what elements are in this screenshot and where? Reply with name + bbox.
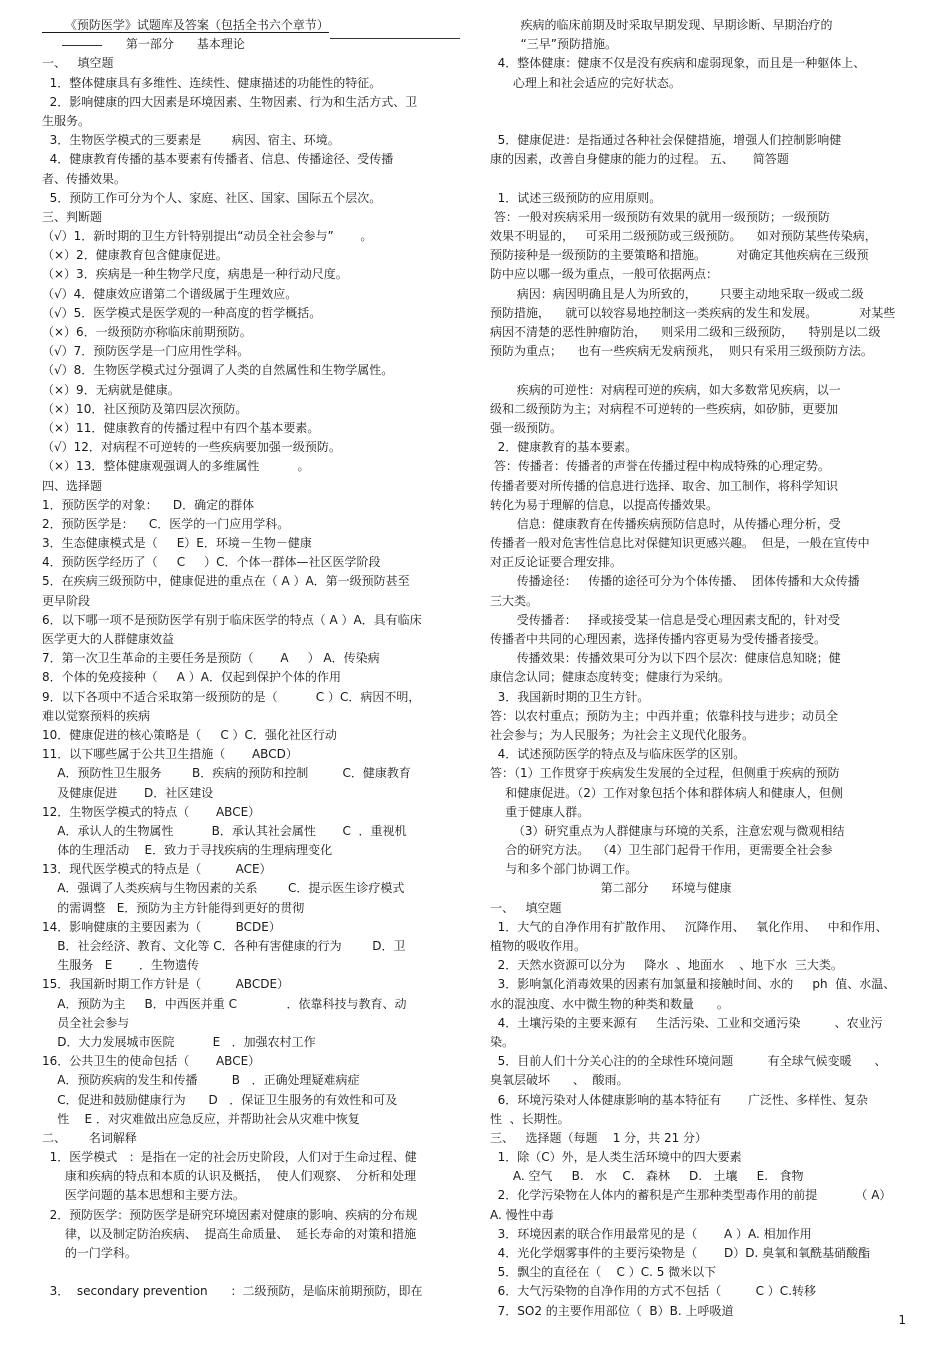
left-line-30: 5．在疾病三级预防中，健康促进的重点在（ A ）A．第一级预防甚至 — [42, 574, 410, 589]
left-line-39: 11．以下哪些属于公共卫生措施（ ABCD） — [42, 747, 298, 762]
right-line-41: 和健康促进。（2）工作对象包括个体和群体病人和健康人，但侧 — [490, 785, 843, 800]
left-line-38: 10．健康促进的核心策略是（ C ）C．强化社区行动 — [42, 727, 337, 742]
left-line-65: 的一门学科。 — [42, 1246, 137, 1260]
right-line-37: 答：以农村重点；预防为主；中西并重；依靠科技与进步；动员全 — [490, 708, 839, 723]
right-line-18: 预防为重点； 也有一些疾病无发病预兆， 则只有采用三级预防方法。 — [490, 344, 873, 359]
right-line-35: 康信念认同；健康态度转变；健康行为采纳。 — [490, 670, 731, 685]
left-line-24: （×）13．整体健康观强调人的多维属性 。 — [42, 459, 310, 474]
right-line-40: 答：（1）工作贯穿于疾病发生发展的全过程，但侧重于疾病的预防 — [490, 766, 840, 781]
left-line-55: 16．公共卫生的使命包括（ ABCE） — [42, 1054, 261, 1069]
right-line-60: 1．除（C）外，是人类生活环境中的四大要素 — [490, 1150, 742, 1165]
left-line-6: 生服务。 — [42, 113, 91, 128]
right-line-57: 6．环境污染对人体健康影响的基本特征有 广泛性、多样性、复杂 — [490, 1092, 868, 1107]
right-line-4: 心理上和社会适应的完好状态。 — [490, 75, 681, 90]
left-line-10: 5．预防工作可分为个人、家庭、社区、国家、国际五个层次。 — [42, 190, 382, 205]
left-line-35: 8．个体的免疫接种（ A ）A．仅起到保护个体的作用 — [42, 670, 341, 685]
left-line-63: 2．预防医学：预防医学是研究环境因素对健康的影响、疾病的分布规 — [42, 1207, 418, 1222]
right-line-22: 强一级预防。 — [490, 420, 563, 435]
left-line-32: 6．以下哪一项不是预防医学有别于临床医学的特点（ A ）A．具有临床 — [42, 612, 422, 627]
right-line-3: 4．整体健康：健康不仅是没有疾病和虚弱现象，而且是一种躯体上、 — [490, 56, 866, 71]
left-line-4: 1．整体健康具有多维性、连续性、健康描述的功能性的特征。 — [42, 75, 382, 90]
left-line-16: （√）5．医学模式是医学观的一种高度的哲学概括。 — [42, 305, 322, 320]
right-line-33: 传播者中共同的心理因素，选择传播内容更易为受传播者接受。 — [490, 632, 827, 646]
right-line-55: 5．目前人们十分关心注的的全球性环境问题 有全球气候变暖 、 — [490, 1054, 887, 1069]
left-line-21: （×）10．社区预防及第四层次预防。 — [42, 401, 248, 416]
left-line-61: 康和疾病的特点和本质的认识及概括， 使人们观察、 分析和处理 — [42, 1169, 417, 1184]
left-line-31: 更早阶段 — [42, 593, 91, 608]
right-line-58: 性 、长期性。 — [490, 1111, 570, 1126]
right-line-11: 答：一般对疾病采用一级预防有效果的就用一级预防；一级预防 — [490, 209, 830, 224]
left-line-41: 及健康促进 D．社区建设 — [42, 785, 214, 800]
left-line-2: 第一部分 基本理论 — [42, 37, 245, 52]
right-line-51: 3．影响氯化消毒效果的因素有加氯量和接触时间、水的 ph 值、水温、 — [490, 977, 896, 992]
left-line-29: 4．预防医学经历了（ C ）C．个体一群体—社区医学阶段 — [42, 555, 381, 570]
right-line-48: 1．大气的自净作用有扩散作用、 沉降作用、 氧化作用、 中和作用、 — [490, 919, 888, 934]
right-line-49: 植物的吸收作用。 — [490, 939, 587, 953]
left-line-17: （×）6．一级预防亦称临床前期预防。 — [42, 325, 252, 339]
right-line-19 — [490, 361, 908, 380]
left-line-12: （√）1．新时期的卫生方针特别提出“动员全社会参与” 。 — [42, 229, 373, 244]
left-line-36: 9．以下各项中不适合采取第一级预防的是（ C ）C．病因不明， — [42, 689, 421, 704]
left-line-15: （√）4．健康效应谱第二个谱级属于生理效应。 — [42, 286, 298, 301]
right-line-56: 臭氧层破坏 、 酸雨。 — [490, 1073, 629, 1088]
left-line-40: A．预防性卫生服务 B．疾病的预防和控制 C．健康教育 — [42, 766, 411, 781]
left-line-54: D．大力发展城市医院 E ．加强农村工作 — [42, 1034, 316, 1049]
left-line-26: 1．预防医学的对象： D．确定的群体 — [42, 497, 255, 512]
right-line-54: 染。 — [490, 1034, 515, 1049]
right-line-65: 4．光化学烟雾事件的主要污染物是（ D）D. 臭氧和氧酰基硝酸酯 — [490, 1246, 871, 1260]
right-line-1: 疾病的临床前期及时采取早期发现、早期诊断、早期治疗的 — [490, 18, 833, 32]
left-line-52: A．预防为主 B．中西医并重 C ．依靠科技与教育、动 — [42, 996, 407, 1011]
right-line-10: 1．试述三级预防的应用原则。 — [490, 190, 662, 205]
right-line-50: 2．天然水资源可以分为 降水 、地面水 、地下水 三大类。 — [490, 958, 843, 973]
right-line-12: 效果不明显的， 可采用二级预防或三级预防。 如对预防某些传染病， — [490, 229, 877, 244]
left-line-34: 7．第一次卫生革命的主要任务是预防（ A ） A．传染病 — [42, 651, 380, 666]
right-line-43: （3）研究重点为人群健康与环境的关系，注意宏观与微观相结 — [490, 823, 845, 838]
right-line-62: 2．化学污染物在人体内的蓄积是产生那种类型毒作用的前提 （ A） — [490, 1188, 892, 1203]
left-line-60: 1．医学模式 ：是指在一定的社会历史阶段，人们对于生命过程、健 — [42, 1150, 417, 1165]
left-line-37: 难以觉察预料的疾病 — [42, 708, 151, 723]
right-line-9 — [490, 170, 908, 189]
left-line-42: 12．生物医学模式的特点（ ABCE） — [42, 804, 261, 819]
right-line-34: 传播效果：传播效果可分为以下四个层次：健康信息知晓；健 — [490, 651, 841, 666]
left-line-7: 3．生物医学模式的三要素是 病因、宿主、环境。 — [42, 133, 340, 148]
right-line-47: 一、 填空题 — [490, 900, 562, 915]
page-number: 1 — [898, 1313, 906, 1327]
left-line-57: C．促进和鼓励健康行为 D ．保证卫生服务的有效性和可及 — [42, 1092, 398, 1107]
right-line-29: 对正反论证要合理安排。 — [490, 555, 623, 570]
left-line-48: 14．影响健康的主要因素为（ BCDE） — [42, 919, 281, 934]
left-line-3: 一、 填空题 — [42, 56, 114, 71]
left-line-11: 三、判断题 — [42, 209, 103, 224]
right-line-63: A. 慢性中毒 — [490, 1207, 554, 1222]
left-line-14: （×）3．疾病是一种生物学尺度，病患是一种行动尺度。 — [42, 267, 348, 282]
right-line-8: 康的因素，改善自身健康的能力的过程。 五、 简答题 — [490, 152, 789, 167]
left-line-43: A．承认人的生物属性 B．承认其社会属性 C ．重视机 — [42, 823, 407, 838]
left-line-5: 2．影响健康的四大因素是环境因素、生物因素、行为和生活方式、卫 — [42, 94, 418, 109]
left-line-23: （√）12．对病程不可逆转的一些疾病要加强一级预防。 — [42, 440, 341, 455]
left-line-62: 医学问题的基本思想和主要方法。 — [42, 1188, 245, 1203]
right-line-36: 3．我国新时期的卫生方针。 — [490, 689, 650, 704]
left-line-66 — [42, 1263, 462, 1282]
left-line-47: 的需调整 E．预防为主方针能得到更好的贯彻 — [42, 900, 305, 915]
right-line-32: 受传播者： 择或接受某一信息是受心理因素支配的，针对受 — [490, 612, 841, 627]
right-line-13: 预防接种是一级预防的主要策略和措施。 对确定其他疾病在三级预 — [490, 248, 869, 263]
right-line-23: 2．健康教育的基本要素。 — [490, 440, 638, 455]
right-line-16: 预防措施， 就可以较容易地控制这一类疾病的发生和发展。 对某些 — [490, 305, 896, 320]
left-column — [42, 16, 462, 1302]
left-line-45: 13．现代医学模式的特点是（ ACE） — [42, 862, 272, 877]
left-line-20: （×）9．无病就是健康。 — [42, 382, 180, 397]
left-line-18: （√）7．预防医学是一门应用性学科。 — [42, 344, 250, 359]
right-line-31: 三大类。 — [490, 593, 539, 608]
right-line-24: 答：传播者：传播者的声誉在传播过程中构成特殊的心理定势。 — [490, 459, 830, 474]
left-line-33: 医学更大的人群健康效益 — [42, 632, 175, 646]
right-line-64: 3．环境因素的联合作用最常见的是（ A ）A. 相加作用 — [490, 1226, 812, 1241]
right-line-6 — [490, 112, 908, 131]
left-line-1: 《预防医学》试题库及答案（包括全书六个章节） — [42, 18, 329, 32]
left-line-13: （×）2．健康教育包含健康促进。 — [42, 248, 228, 263]
right-line-15: 病因：病因明确且是人为所致的， 只要主动地采取一级或二级 — [490, 286, 864, 301]
right-line-14: 防中应以哪一级为重点，一般可依据两点： — [490, 267, 719, 282]
right-line-17: 病因不清楚的恶性肿瘤防治， 则采用二级和三级预防， 特别是以二级 — [490, 325, 881, 339]
right-column — [490, 16, 908, 1321]
right-line-61: A. 空气 B. 水 C. 森林 D. 土壤 E. 食物 — [490, 1169, 804, 1184]
left-line-64: 律，以及制定防治疾病、 提高生命质量、 延长寿命的对策和措施 — [42, 1226, 417, 1241]
right-line-25: 传播者要对所传播的信息进行选择、取舍、加工制作，将科学知识 — [490, 478, 839, 493]
left-line-28: 3．生态健康模式是（ E）E．环境－生物－健康 — [42, 536, 312, 551]
right-line-5 — [490, 93, 908, 112]
right-line-59: 三、 选择题（每题 1 分，共 21 分） — [490, 1130, 708, 1145]
left-line-51: 15．我国新时期工作方针是（ ABCDE） — [42, 977, 290, 992]
right-line-44: 合的研究方法。 （4）卫生部门起骨干作用，更需要全社会参 — [490, 843, 833, 858]
left-line-59: 二、 名词解释 — [42, 1130, 137, 1145]
left-line-19: （√）8．生物医学模式过分强调了人类的自然属性和生物学属性。 — [42, 363, 394, 378]
right-line-38: 社会参与；为人民服务；为社会主义现代化服务。 — [490, 727, 755, 742]
left-line-49: B．社会经济、教育、文化等 C．各种有害健康的行为 D．卫 — [42, 939, 406, 953]
right-line-21: 级和二级预防为主；对病程不可逆转的一些疾病，如矽肺，更要加 — [490, 401, 839, 416]
right-line-53: 4．土壤污染的主要来源有 生活污染、工业和交通污染 、农业污 — [490, 1015, 883, 1030]
right-line-2: “三早”预防措施。 — [490, 37, 617, 52]
right-line-52: 水的混浊度、水中微生物的种类和数量 。 — [490, 996, 729, 1011]
left-line-22: （×）11．健康教育的传播过程中有四个基本要素。 — [42, 420, 320, 435]
right-line-42: 重于健康人群。 — [490, 804, 590, 819]
right-line-26: 转化为易于理解的信息，以提高传播效果。 — [490, 497, 719, 512]
left-line-44: 体的生理活动 E．致力于寻找疾病的生理病理变化 — [42, 843, 333, 858]
left-line-53: 员全社会参与 — [42, 1015, 130, 1030]
left-line-56: A．预防疾病的发生和传播 B ．正确处理疑难病症 — [42, 1073, 360, 1088]
left-line-46: A．强调了人类疾病与生物因素的关系 C．提示医生诊疗模式 — [42, 881, 405, 896]
right-line-67: 6．大气污染物的自净作用的方式不包括（ C ）C.转移 — [490, 1284, 816, 1299]
right-line-66: 5．飘尘的直径在（ C ）C. 5 微米以下 — [490, 1265, 717, 1280]
left-line-8: 4．健康教育传播的基本要素有传播者、信息、传播途径、受传播 — [42, 152, 394, 167]
left-line-9: 者、传播效果。 — [42, 171, 127, 186]
left-line-27: 2．预防医学是： C．医学的一门应用学科。 — [42, 516, 290, 531]
left-line-50: 生服务 E ．生物遗传 — [42, 958, 199, 973]
right-line-45: 与和多个部门协调工作。 — [490, 862, 638, 877]
left-line-67: 3． secondary prevention ：二级预防，是临床前期预防，即在 — [42, 1284, 423, 1299]
right-line-39: 4．试述预防医学的特点及与临床医学的区别。 — [490, 747, 746, 762]
right-line-46: 第二部分 环境与健康 — [490, 881, 732, 896]
left-line-58: 性 E ．对灾难做出应急反应，并帮助社会从灾难中恢复 — [42, 1111, 360, 1126]
right-line-7: 5．健康促进：是指通过各种社会保健措施，增强人们控制影响健 — [490, 133, 842, 148]
right-line-30: 传播途径： 传播的途径可分为个体传播、 团体传播和大众传播 — [490, 574, 860, 589]
right-line-27: 信息：健康教育在传播疾病预防信息时，从传播心理分析，受 — [490, 516, 841, 531]
right-line-20: 疾病的可逆性：对病程可逆的疾病，如大多数常见疾病，以一 — [490, 382, 841, 397]
right-line-28: 传播者一般对危害性信息比对保健知识更感兴趣。 但是，一般在宣传中 — [490, 536, 870, 551]
left-line-25: 四、选择题 — [42, 478, 103, 493]
right-line-68: 7．SO2 的主要作用部位（ B）B. 上呼吸道 — [490, 1303, 734, 1318]
